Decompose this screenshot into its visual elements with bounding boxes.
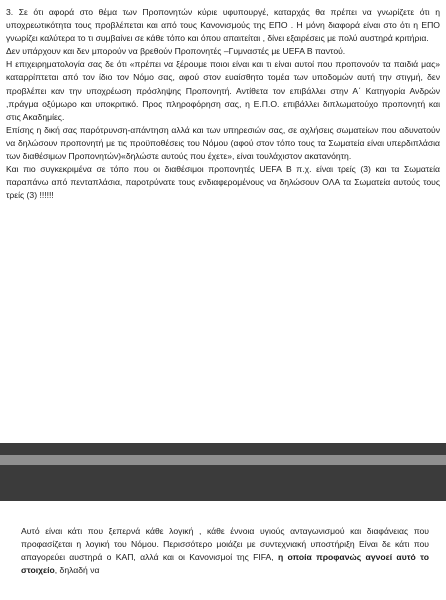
paragraph-text-start: Αυτό είναι κάτι που ξεπερνά κάθε λογική , κάθε έννοια υγιούς ανταγωνισμού και διαφάνειας που προφασίζεται η λογική του Νόμου. Περισσότερο μοιάζει με συντεχνιακή υποστήριξη Είναι δε κάτι που απαγορεύει αυστηρά ο ΚΑΠ, αλλά και οι Κανονισμοί της FIFA, [21,526,429,563]
page-break-band [0,443,446,501]
document-body-continued [21,525,429,577]
document-body [6,6,440,202]
paragraph-bold-phrase: η οποία προφανώς αγνοεί αυτό το στοιχείο [21,552,429,576]
paragraph-coaches-requirement: 3. Σε ότι αφορά στο θέμα των Προπονητών κύριε υφυπουργέ, καταρχάς θα πρέπει να γνωρίζετε ότι η υποχρεωτικότητα τους προβλέπεται και από τους Κανονισμούς της ΕΠΟ . Η μόνη διαφορά είναι στο ότι η ΕΠΟ γνωρίζει καλύτερα το τι συμβαίνει σε κάθε τόπο και όπου απαιτείται , δίνει εξαιρέσεις με πολύ αυστηρά κριτήρια. [6,7,440,44]
document-page-lower [0,501,446,600]
paragraph-no-uefa-coaches: Δεν υπάρχουν και δεν μπορούν να βρεθούν Προπονητές –Γυμναστές με UEFA Β παντού. [6,46,346,57]
page-break-stripe [0,455,446,465]
paragraph-specific-example: Και πιο συγκεκριμένα σε τόπο που οι διαθέσιμοι προπονητές UEFA Β π.χ. είναι τρείς (3) και τα Σωματεία παραπάνω από πενταπλάσια, παροτρύνατε τους ενδιαφερομένους να δηλώσουν ΟΛΑ τα Σωματεία αυτούς τους τρείς (3) !!!!!! [6,164,440,201]
paragraph-argumentation: Η επιχειρηματολογία σας δε ότι «πρέπει να ξέρουμε ποιοι είναι και τι είναι αυτοί που προπονούν τα παιδιά μας» καταρρίπτεται από τον ίδιο τον Νόμο σας, αφού στον ευαίσθητο τομέα των υποδομών αυτή την στιγμή, δεν προβλέπει καν την υποχρέωση πρόσληψης Προπονητή. Αντίθετα τον επιβάλλει στην Α΄ Κατηγορία Ανδρών ,πράγμα οξύμωρο και υποκριτικό. Προς πληροφόρηση σας, η Ε.Π.Ο. επιβάλλει διπλωματούχο προπονητή και στις Ακαδημίες. [6,59,440,122]
paragraph-beyond-logic [21,525,429,577]
paragraph-urging-response: Επίσης η δική σας παρότρυνση-απάντηση αλλά και των υπηρεσιών σας, σε αχλήσεις σωματείων που αδυνατούν να δηλώσουν προπονητή με τις προϋποθέσεις του Νόμου (αφού στον τόπο τους τα Σωματεία είναι υπερδιπλάσια των διαθέσιμων Προπονητών)«δηλώστε αυτούς που έχετε», είναι τουλάχιστον ακατανόητη. [6,124,440,162]
paragraph-text-end: , δηλαδή να [54,565,100,576]
